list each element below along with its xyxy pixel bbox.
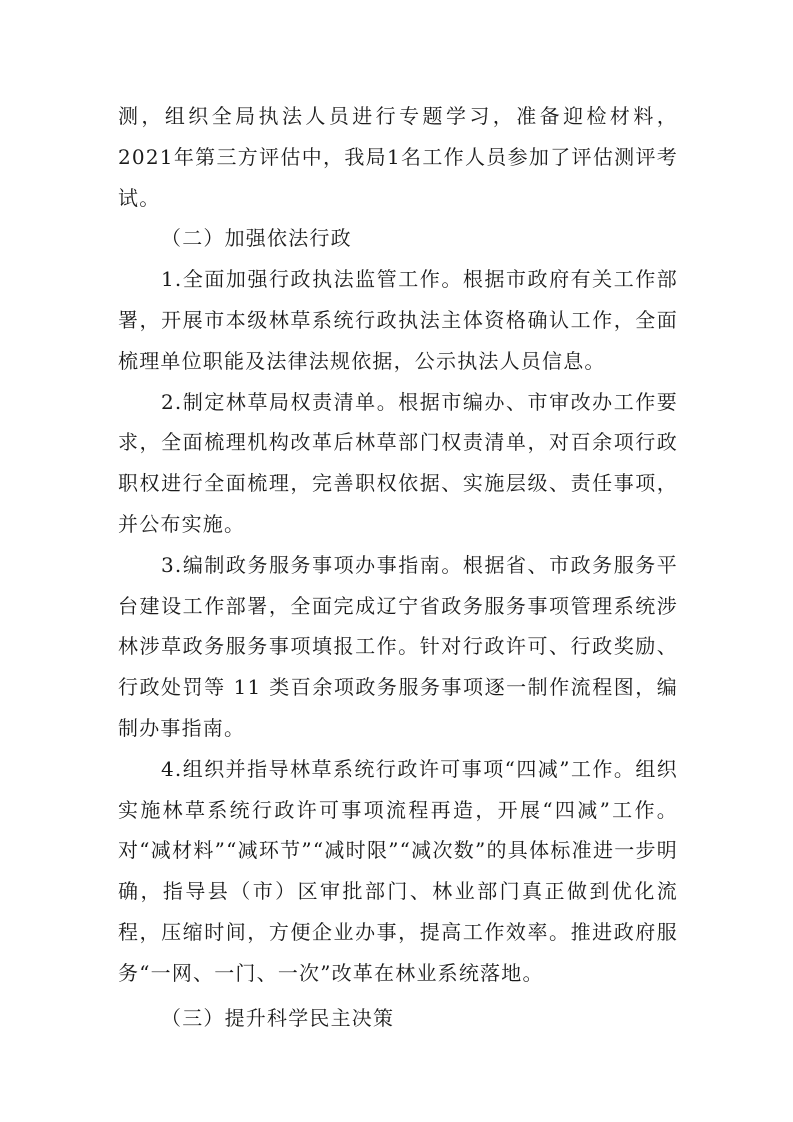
list-item-3: 3.编制政务服务事项办事指南。根据省、市政务服务平台建设工作部署，全面完成辽宁省政务服务事项管理系统涉林涉草政务服务事项填报工作。针对行政许可、行政奖励、行政处罚等 11 类百余项政务服务事项逐一制作流程图，编制办事指南。 — [118, 552, 678, 740]
paragraph-continuation: 测，组织全局执法人员进行专题学习，准备迎检材料，2021年第三方评估中，我局1名工作人员参加了评估测评考试。 — [118, 104, 678, 210]
document-body — [118, 96, 678, 1038]
section-heading-2: （二）加强依法行政 — [161, 226, 352, 251]
section-heading-3: （三）提升科学民主决策 — [161, 1005, 395, 1030]
list-item-2: 2.制定林草局权责清单。根据市编办、市审改办工作要求，全面梳理机构改革后林草部门权责清单，对百余项行政职权进行全面梳理，完善职权依据、实施层级、责任事项，并公布实施。 — [118, 389, 678, 536]
list-item-1: 1.全面加强行政执法监管工作。根据市政府有关工作部署，开展市本级林草系统行政执法主体资格确认工作，全面梳理单位职能及法律法规依据，公示执法人员信息。 — [118, 267, 678, 373]
list-item-4: 4.组织并指导林草系统行政许可事项“四减”工作。组织实施林草系统行政许可事项流程再造，开展“四减”工作。对“减材料”“减环节”“减时限”“减次数”的具体标准进一步明确，指导县（市）区审批部门、林业部门真正做到优化流程，压缩时间，方便企业办事，提高工作效率。推进政府服务“一网、一门、一次”改革在林业系统落地。 — [118, 756, 678, 985]
